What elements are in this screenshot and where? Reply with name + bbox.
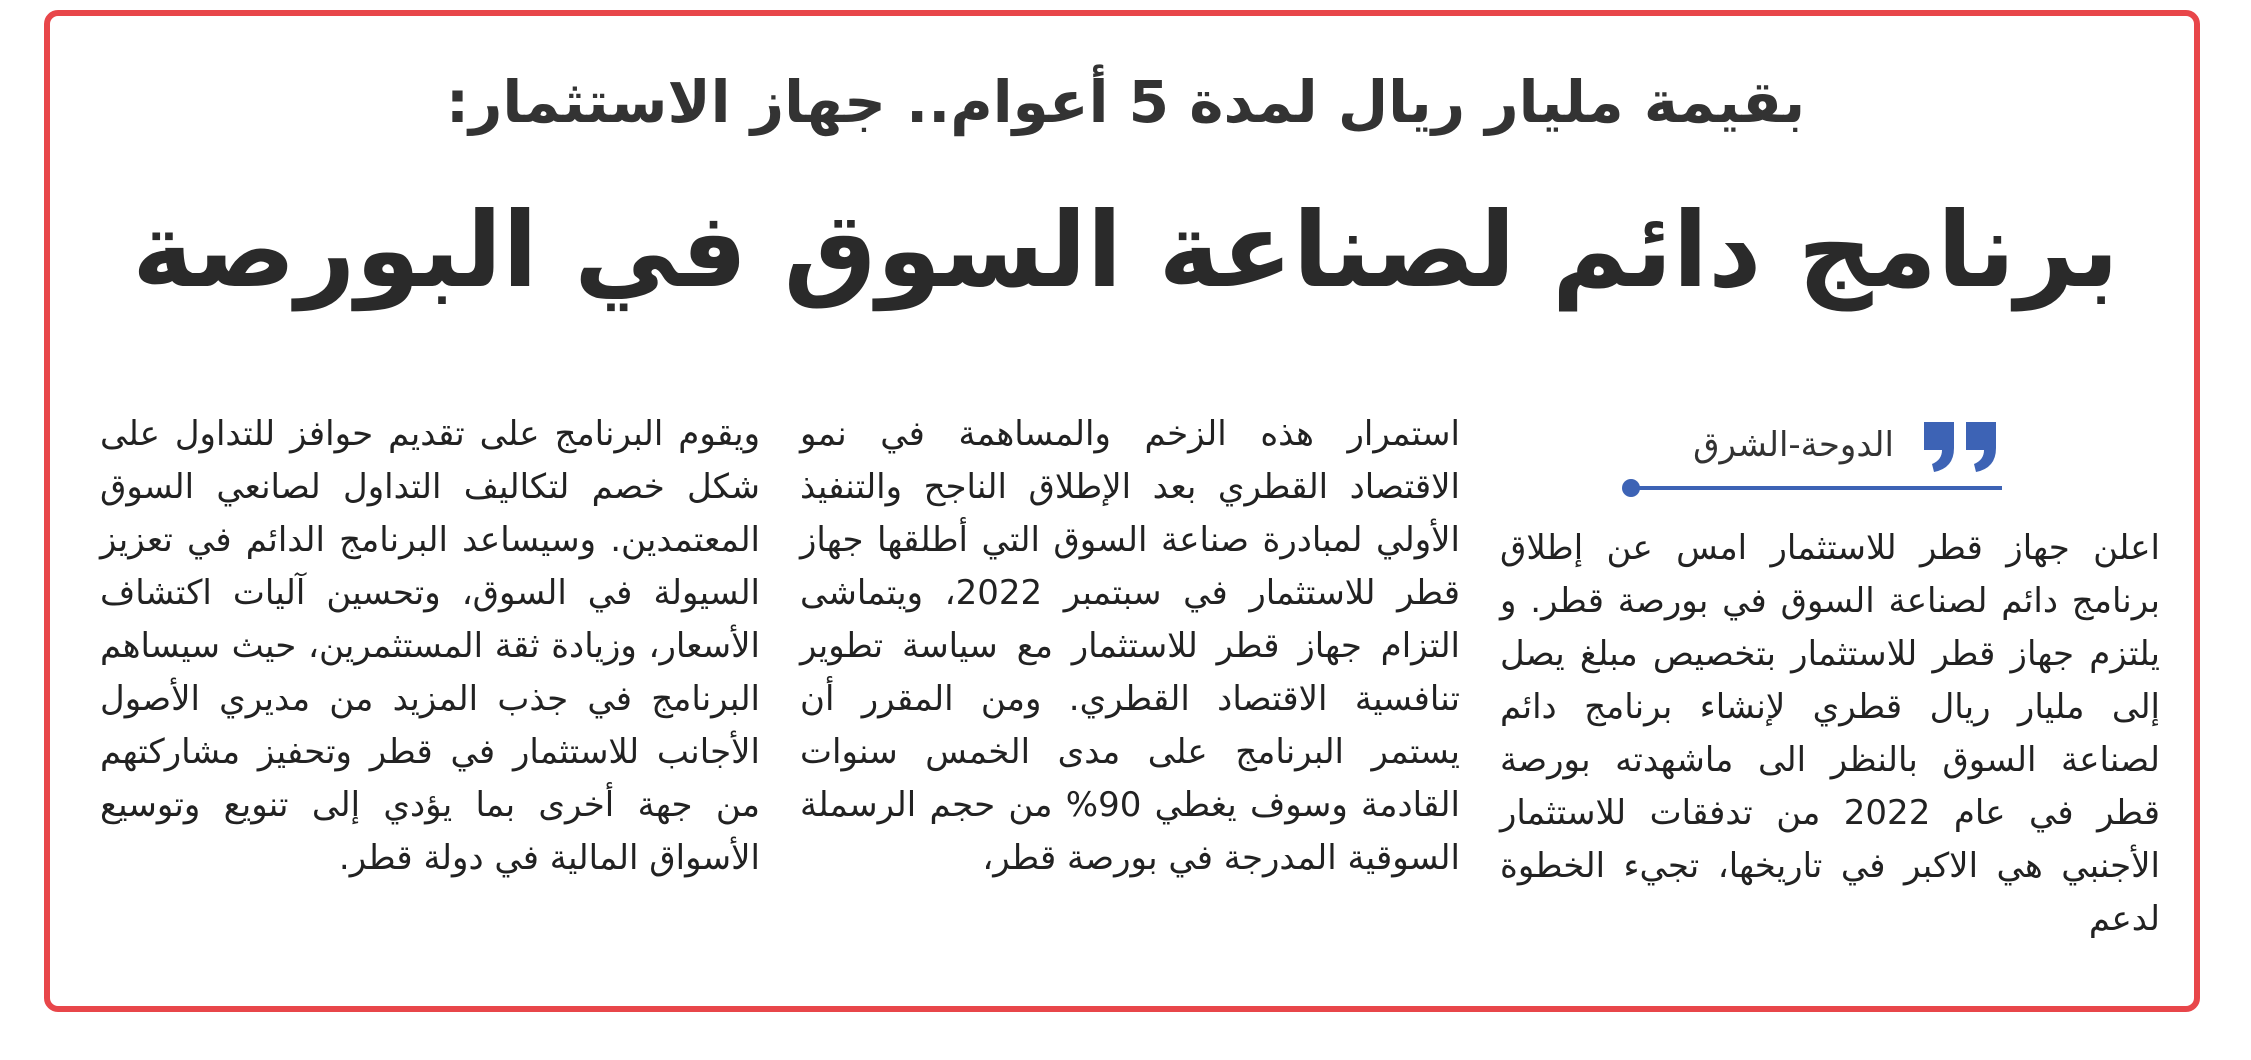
byline-location: الدوحة-الشرق bbox=[1693, 425, 1894, 465]
article-headline: برنامج دائم لصناعة السوق في البورصة bbox=[132, 189, 2119, 311]
quote-icon bbox=[1920, 418, 2002, 474]
column-right-text: اعلن جهاز قطر للاستثمار امس عن إطلاق برنامج دائم لصناعة السوق في بورصة قطر. و يلتزم جهاز قطر للاستثمار بتخصيص مبلغ يصل إلى مليار ريال قطري لإنشاء برنامج دائم لصناعة السوق بالنظر الى ماشهدته بورصة قطر في عام 2022 من تدفقات للاستثمار الأجنبي هي الاكبر في تاريخها، تجيء الخطوة لدعم bbox=[1500, 528, 2160, 939]
column-left-text: ويقوم البرنامج على تقديم حوافز للتداول على شكل خصم لتكاليف التداول لصانعي السوق المعتمدين. وسيساعد البرنامج الدائم في تعزيز السيولة في السوق، وتحسين آليات اكتشاف الأسعار، وزيادة ثقة المستثمرين، حيث سيساهم البرنامج في جذب المزيد من مديري الأصول الأجانب للاستثمار في قطر وتحفيز مشاركتهم من جهة أخرى بما يؤدي إلى تنويع وتوسيع الأسواق المالية في دولة قطر. bbox=[100, 414, 760, 878]
article-kicker: بقيمة مليار ريال لمدة 5 أعوام.. جهاز الاستثمار: bbox=[445, 68, 1806, 136]
byline-divider bbox=[1630, 486, 2002, 490]
byline-dot bbox=[1622, 479, 1640, 497]
article-column-middle bbox=[800, 408, 1460, 885]
article-column-right bbox=[1500, 522, 2160, 946]
column-middle-text: استمرار هذه الزخم والمساهمة في نمو الاقتصاد القطري بعد الإطلاق الناجح والتنفيذ الأولي لمبادرة صناعة السوق التي أطلقها جهاز قطر للاستثمار في سبتمبر 2022، ويتماشى التزام جهاز قطر للاستثمار مع سياسة تطوير تنافسية الاقتصاد القطري. ومن المقرر أن يستمر البرنامج على مدى الخمس سنوات القادمة وسوف يغطي 90% من حجم الرسملة السوقية المدرجة في بورصة قطر، bbox=[800, 414, 1461, 878]
byline bbox=[1622, 410, 2002, 500]
article-column-left bbox=[100, 408, 760, 885]
